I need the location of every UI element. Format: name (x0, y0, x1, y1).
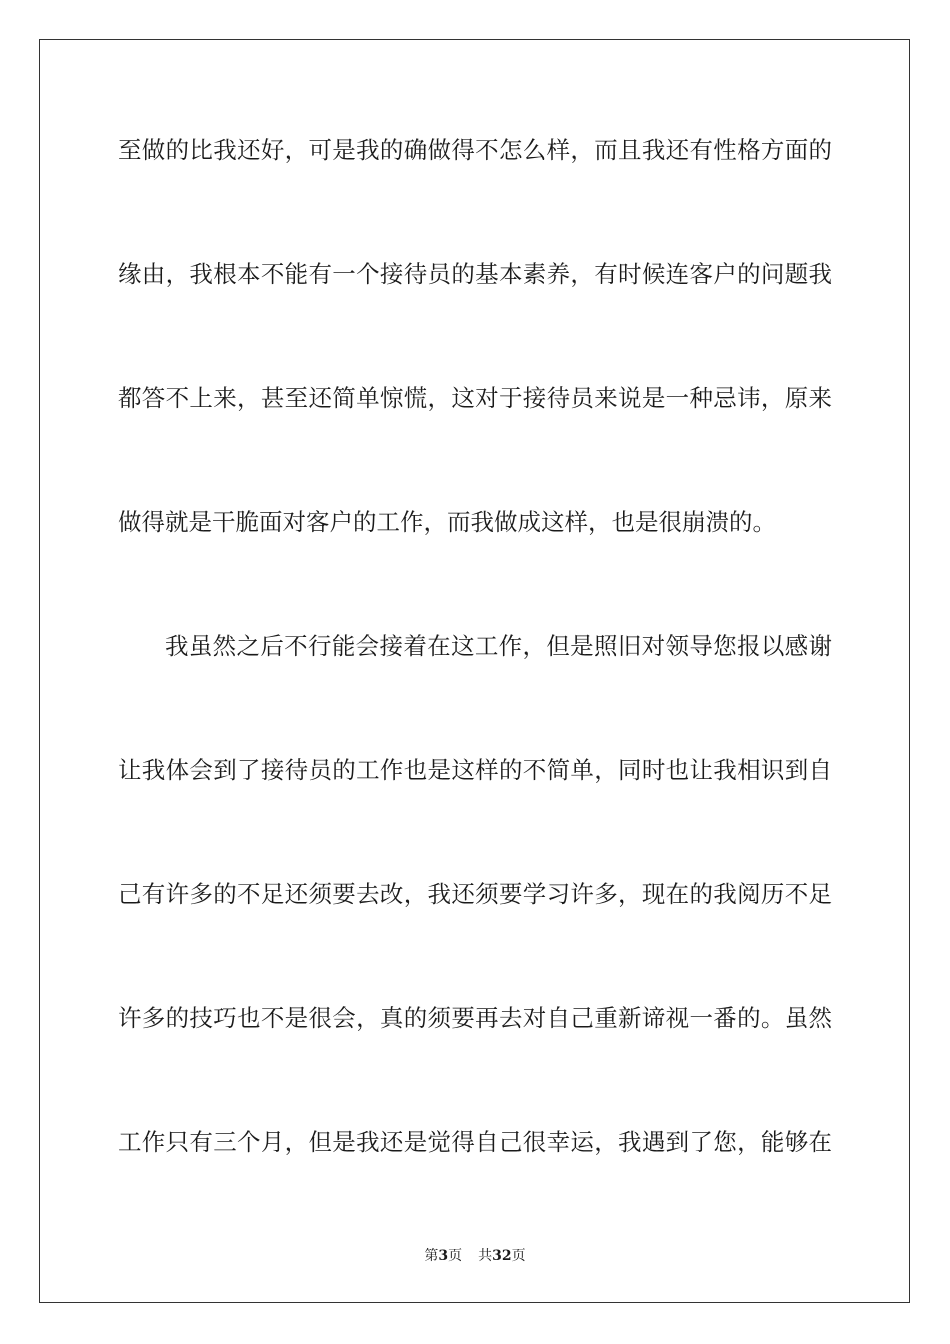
page-number: 3 (438, 1248, 449, 1264)
body-line-6: 让我体会到了接待员的工作也是这样的不简单，同时也让我相识到自 (118, 756, 832, 784)
total-suffix: 页 (511, 1248, 526, 1264)
body-line-5: 我虽然之后不行能会接着在这工作，但是照旧对领导您报以感谢 (165, 632, 832, 660)
page-suffix: 页 (448, 1248, 463, 1264)
body-line-4: 做得就是干脆面对客户的工作，而我做成这样，也是很崩溃的。 (118, 508, 776, 536)
page-footer (0, 1246, 950, 1266)
page-border (39, 39, 910, 1303)
total-prefix: 共 (478, 1248, 493, 1264)
body-line-3: 都答不上来，甚至还简单惊慌，这对于接待员来说是一种忌讳，原来 (118, 384, 832, 412)
body-line-9: 工作只有三个月，但是我还是觉得自己很幸运，我遇到了您，能够在 (118, 1128, 832, 1156)
body-line-2: 缘由，我根本不能有一个接待员的基本素养，有时候连客户的问题我 (118, 260, 832, 288)
page-prefix: 第 (424, 1248, 439, 1264)
body-line-8: 许多的技巧也不是很会，真的须要再去对自己重新谛视一番的。虽然 (118, 1004, 832, 1032)
body-line-7: 己有许多的不足还须要去改，我还须要学习许多，现在的我阅历不足 (118, 880, 832, 908)
body-line-1: 至做的比我还好，可是我的确做得不怎么样，而且我还有性格方面的 (118, 136, 832, 164)
total-pages: 32 (492, 1248, 512, 1264)
